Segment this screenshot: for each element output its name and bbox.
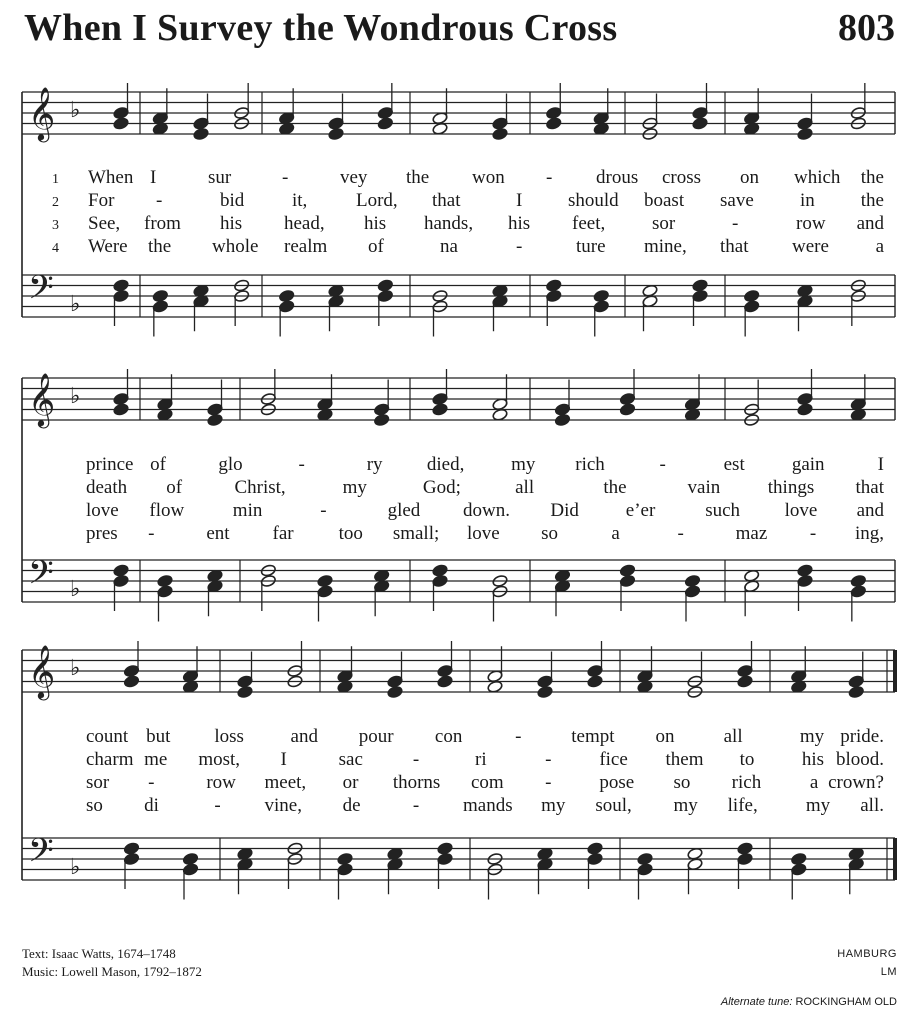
lyric-syllable: the bbox=[603, 477, 627, 498]
lyric-syllable: - bbox=[320, 500, 327, 521]
lyric-syllable: - bbox=[412, 749, 420, 770]
lyric-syllable: drous bbox=[596, 167, 639, 188]
notehead bbox=[317, 574, 333, 587]
lyric-syllable: Lord, bbox=[356, 190, 398, 211]
notehead bbox=[593, 300, 609, 313]
lyric-syllable: my bbox=[342, 477, 367, 498]
lyric-syllable: all bbox=[723, 726, 743, 747]
lyric-syllable: - bbox=[298, 454, 305, 475]
lyric-syllable: See, bbox=[88, 213, 121, 234]
lyric-syllable: cross bbox=[662, 167, 702, 188]
bass-clef-icon: 𝄢 bbox=[28, 269, 54, 315]
notehead bbox=[797, 127, 813, 140]
lyric-syllable: or bbox=[342, 772, 359, 793]
notehead bbox=[737, 842, 753, 855]
notehead bbox=[619, 574, 635, 587]
lyric-syllable: - bbox=[148, 772, 155, 793]
notehead bbox=[546, 279, 562, 292]
notehead bbox=[637, 863, 653, 876]
lyric-syllable: pour bbox=[358, 726, 394, 747]
music-credit: Music: Lowell Mason, 1792–1872 bbox=[22, 964, 202, 979]
lyric-syllable: charm bbox=[86, 749, 134, 770]
notehead bbox=[113, 289, 129, 302]
lyric-syllable: est bbox=[723, 454, 745, 475]
lyric-syllable: so bbox=[86, 795, 103, 816]
lyric-syllable: Did bbox=[550, 500, 579, 521]
notehead bbox=[744, 300, 760, 313]
notehead bbox=[737, 675, 753, 688]
lyric-syllable: on bbox=[740, 167, 759, 188]
lyric-syllable: I bbox=[280, 749, 287, 770]
notehead bbox=[193, 127, 209, 140]
notehead bbox=[492, 117, 508, 130]
lyric-syllable: prince bbox=[86, 454, 134, 475]
notehead bbox=[113, 564, 129, 577]
lyric-syllable: count bbox=[86, 726, 129, 747]
notehead bbox=[328, 117, 344, 130]
lyric-syllable: realm bbox=[284, 236, 328, 257]
lyric-syllable: mine, bbox=[644, 236, 687, 257]
lyric-syllable: that bbox=[720, 236, 749, 257]
notehead bbox=[207, 403, 223, 416]
notehead bbox=[113, 574, 129, 587]
notehead bbox=[113, 106, 129, 119]
lyric-syllable: thorns bbox=[392, 772, 441, 793]
notehead bbox=[619, 403, 635, 416]
lyric-syllable: love bbox=[86, 500, 119, 521]
lyric-syllable: vine, bbox=[264, 795, 302, 816]
lyric-syllable: death bbox=[86, 477, 128, 498]
tune-meter: LM bbox=[880, 966, 897, 978]
lyric-syllable: save bbox=[720, 190, 754, 211]
lyric-syllable: too bbox=[338, 523, 363, 544]
lyric-syllable: - bbox=[545, 772, 552, 793]
lyric-syllable: my bbox=[799, 726, 825, 747]
lyric-syllable: so bbox=[541, 523, 559, 544]
notehead bbox=[848, 685, 864, 698]
notehead bbox=[123, 675, 139, 688]
lyric-syllable: the bbox=[860, 167, 884, 188]
notehead bbox=[619, 392, 635, 405]
notehead bbox=[492, 127, 508, 140]
lyric-syllable: sor bbox=[86, 772, 110, 793]
lyric-syllable: ry bbox=[366, 454, 383, 475]
lyric-syllable: sor bbox=[652, 213, 676, 234]
lyric-syllable: his bbox=[801, 749, 825, 770]
lyric-syllable: na bbox=[440, 236, 458, 257]
lyric-syllable: soul, bbox=[595, 795, 632, 816]
notehead bbox=[377, 117, 393, 130]
notehead bbox=[279, 300, 295, 313]
notehead bbox=[387, 675, 403, 688]
treble-clef-icon: 𝄞 bbox=[28, 372, 56, 426]
alternate-tune bbox=[721, 996, 897, 1008]
lyric-syllable: most, bbox=[198, 749, 241, 770]
notehead bbox=[850, 585, 866, 598]
notehead bbox=[123, 852, 139, 865]
notehead bbox=[437, 852, 453, 865]
lyric-syllable: and bbox=[856, 213, 884, 234]
lyric-syllable: e’er bbox=[625, 500, 656, 521]
lyric-syllable: sur bbox=[208, 167, 232, 188]
lyric-syllable: far bbox=[272, 523, 294, 544]
lyric-syllable: min bbox=[232, 500, 263, 521]
lyric-syllable: fice bbox=[599, 749, 628, 770]
lyric-syllable: me bbox=[144, 749, 168, 770]
notehead bbox=[237, 685, 253, 698]
lyric-syllable: - bbox=[515, 726, 522, 747]
flat-icon: ♭ bbox=[70, 292, 81, 317]
notehead bbox=[317, 585, 333, 598]
lyric-syllable: meet, bbox=[264, 772, 307, 793]
lyric-syllable: ing, bbox=[854, 523, 884, 544]
notehead bbox=[587, 852, 603, 865]
lyric-syllable: my bbox=[541, 795, 566, 816]
notehead bbox=[692, 279, 708, 292]
lyric-syllable: maz bbox=[735, 523, 768, 544]
notehead bbox=[193, 117, 209, 130]
notehead bbox=[537, 685, 553, 698]
lyric-syllable: the bbox=[860, 190, 884, 211]
lyric-syllable: - bbox=[412, 795, 420, 816]
lyric-syllable: - bbox=[546, 167, 553, 188]
flat-icon: ♭ bbox=[70, 855, 81, 880]
lyric-syllable: row bbox=[206, 772, 236, 793]
lyric-syllable: ent bbox=[206, 523, 230, 544]
lyric-syllable: from bbox=[144, 213, 181, 234]
lyric-syllable: such bbox=[705, 500, 741, 521]
lyric-syllable: which bbox=[794, 167, 841, 188]
notehead bbox=[437, 842, 453, 855]
notehead bbox=[377, 279, 393, 292]
lyric-syllable: - bbox=[282, 167, 289, 188]
lyric-syllable: gain bbox=[791, 454, 825, 475]
lyric-syllable: pres bbox=[86, 523, 118, 544]
lyric-syllable: crown? bbox=[828, 772, 884, 793]
lyric-syllable: row bbox=[796, 213, 826, 234]
notehead bbox=[182, 852, 198, 865]
notehead bbox=[152, 289, 168, 302]
lyric-syllable: love bbox=[467, 523, 500, 544]
flat-icon: ♭ bbox=[70, 577, 81, 602]
lyric-syllable: them bbox=[665, 749, 704, 770]
lyric-syllable: - bbox=[545, 749, 552, 770]
lyric-syllable: bid bbox=[220, 190, 245, 211]
lyric-syllable: all bbox=[515, 477, 535, 498]
lyric-syllable: were bbox=[792, 236, 829, 257]
notehead bbox=[279, 289, 295, 302]
lyric-syllable: loss bbox=[214, 726, 244, 747]
hymn-number: 803 bbox=[838, 7, 895, 49]
notehead bbox=[537, 675, 553, 688]
notehead bbox=[113, 279, 129, 292]
lyric-syllable: so bbox=[673, 772, 691, 793]
lyric-syllable: should bbox=[568, 190, 619, 211]
notehead bbox=[113, 403, 129, 416]
lyric-syllable: my bbox=[673, 795, 698, 816]
lyric-syllable: glo bbox=[218, 454, 243, 475]
lyric-syllable: I bbox=[516, 190, 523, 211]
notehead bbox=[437, 675, 453, 688]
flat-icon: ♭ bbox=[70, 656, 81, 681]
notehead bbox=[791, 863, 807, 876]
notehead bbox=[587, 664, 603, 677]
notehead bbox=[692, 117, 708, 130]
lyric-syllable: and bbox=[856, 500, 884, 521]
lyric-syllable: whole bbox=[212, 236, 259, 257]
lyric-syllable: God; bbox=[422, 477, 461, 498]
lyric-syllable: I bbox=[877, 454, 884, 475]
notehead bbox=[328, 127, 344, 140]
verse-number: 3 bbox=[52, 218, 59, 233]
lyric-syllable: life, bbox=[727, 795, 758, 816]
lyric-syllable: boast bbox=[644, 190, 685, 211]
notehead bbox=[432, 574, 448, 587]
notehead bbox=[587, 675, 603, 688]
lyric-syllable: love bbox=[784, 500, 818, 521]
lyric-syllable: small; bbox=[392, 523, 440, 544]
notehead bbox=[684, 574, 700, 587]
lyric-syllable: com bbox=[471, 772, 504, 793]
notehead bbox=[546, 106, 562, 119]
lyric-syllable: When bbox=[88, 167, 134, 188]
treble-clef-icon: 𝄞 bbox=[28, 644, 56, 698]
notehead bbox=[237, 675, 253, 688]
lyric-syllable: that bbox=[855, 477, 884, 498]
verse-number: 4 bbox=[52, 241, 59, 256]
notehead bbox=[387, 685, 403, 698]
lyric-syllable: all. bbox=[860, 795, 884, 816]
lyric-syllable: on bbox=[655, 726, 675, 747]
verse-number: 2 bbox=[52, 195, 59, 210]
lyric-syllable: my bbox=[511, 454, 536, 475]
notehead bbox=[848, 675, 864, 688]
lyric-syllable: to bbox=[739, 749, 755, 770]
lyric-syllable: of bbox=[150, 454, 166, 475]
lyric-syllable: tempt bbox=[571, 726, 615, 747]
lyric-syllable: gled bbox=[387, 500, 421, 521]
notehead bbox=[337, 852, 353, 865]
lyric-syllable: - bbox=[809, 523, 817, 544]
lyric-syllable: blood. bbox=[835, 749, 884, 770]
lyric-syllable: the bbox=[406, 167, 430, 188]
notehead bbox=[692, 289, 708, 302]
notehead bbox=[182, 863, 198, 876]
notehead bbox=[374, 413, 390, 426]
notehead bbox=[337, 863, 353, 876]
lyric-syllable: flow bbox=[149, 500, 185, 521]
notehead bbox=[437, 664, 453, 677]
lyric-syllable: of bbox=[368, 236, 384, 257]
notehead bbox=[744, 289, 760, 302]
hymn-title: When I Survey the Wondrous Cross bbox=[24, 7, 618, 49]
lyric-syllable: his bbox=[508, 213, 531, 234]
notehead bbox=[377, 289, 393, 302]
flat-icon: ♭ bbox=[70, 384, 81, 409]
notehead bbox=[432, 403, 448, 416]
notehead bbox=[113, 117, 129, 130]
lyric-syllable: died, bbox=[426, 454, 465, 475]
lyric-syllable: of bbox=[166, 477, 183, 498]
notehead bbox=[797, 564, 813, 577]
text-credit: Text: Isaac Watts, 1674–1748 bbox=[22, 946, 176, 961]
notehead bbox=[637, 852, 653, 865]
alternate-tune-value: ROCKINGHAM OLD bbox=[795, 996, 897, 1008]
tune-name: HAMBURG bbox=[837, 948, 897, 960]
lyric-syllable: the bbox=[148, 236, 172, 257]
lyric-syllable: his bbox=[220, 213, 243, 234]
notehead bbox=[157, 585, 173, 598]
lyric-syllable: hands, bbox=[424, 213, 474, 234]
notehead bbox=[797, 403, 813, 416]
notehead bbox=[797, 117, 813, 130]
lyric-syllable: mands bbox=[463, 795, 513, 816]
notehead bbox=[123, 664, 139, 677]
notehead bbox=[587, 842, 603, 855]
notehead bbox=[797, 574, 813, 587]
notehead bbox=[432, 564, 448, 577]
lyric-syllable: de bbox=[342, 795, 361, 816]
lyric-syllable: my bbox=[805, 795, 831, 816]
lyric-syllable: that bbox=[432, 190, 461, 211]
lyric-syllable: a bbox=[611, 523, 620, 544]
lyric-syllable: sac bbox=[338, 749, 363, 770]
lyric-syllable: things bbox=[767, 477, 815, 498]
notehead bbox=[692, 106, 708, 119]
lyric-syllable: pose bbox=[599, 772, 635, 793]
lyric-syllable: - bbox=[732, 213, 739, 234]
notehead bbox=[684, 585, 700, 598]
lyric-syllable: down. bbox=[463, 500, 510, 521]
alternate-tune-label: Alternate tune: bbox=[720, 996, 793, 1008]
notehead bbox=[546, 289, 562, 302]
notehead bbox=[554, 403, 570, 416]
tune-info bbox=[837, 945, 897, 981]
lyric-syllable: vey bbox=[340, 167, 368, 188]
lyric-syllable: and bbox=[290, 726, 318, 747]
verse-number: 1 bbox=[52, 172, 59, 187]
notehead bbox=[737, 664, 753, 677]
lyric-syllable: but bbox=[146, 726, 171, 747]
lyric-syllable: - bbox=[659, 454, 666, 475]
treble-clef-icon: 𝄞 bbox=[28, 86, 56, 140]
notehead bbox=[546, 117, 562, 130]
notehead bbox=[377, 106, 393, 119]
notehead bbox=[619, 564, 635, 577]
lyric-syllable: a bbox=[875, 236, 884, 257]
lyric-syllable: rich bbox=[575, 454, 605, 475]
flat-icon: ♭ bbox=[70, 98, 81, 123]
lyric-syllable: feet, bbox=[572, 213, 606, 234]
lyric-syllable: his bbox=[364, 213, 387, 234]
lyric-syllable: vain bbox=[687, 477, 721, 498]
lyric-syllable: I bbox=[150, 167, 157, 188]
notehead bbox=[123, 842, 139, 855]
lyric-syllable: won bbox=[472, 167, 505, 188]
lyric-syllable: rich bbox=[731, 772, 762, 793]
bass-clef-icon: 𝄢 bbox=[28, 832, 54, 878]
lyric-syllable: For bbox=[88, 190, 115, 211]
notehead bbox=[797, 392, 813, 405]
notehead bbox=[554, 413, 570, 426]
notehead bbox=[432, 392, 448, 405]
notehead bbox=[157, 574, 173, 587]
lyric-syllable: head, bbox=[284, 213, 325, 234]
notehead bbox=[737, 852, 753, 865]
lyric-syllable: - bbox=[516, 236, 523, 257]
lyric-syllable: pride. bbox=[840, 726, 884, 747]
notehead bbox=[791, 852, 807, 865]
lyric-syllable: - bbox=[156, 190, 163, 211]
notehead bbox=[593, 289, 609, 302]
lyric-syllable: Christ, bbox=[234, 477, 286, 498]
lyric-syllable: a bbox=[809, 772, 819, 793]
lyric-syllable: in bbox=[800, 190, 815, 211]
notehead bbox=[374, 403, 390, 416]
lyric-syllable: con bbox=[434, 726, 463, 747]
lyric-syllable: ture bbox=[576, 236, 606, 257]
lyric-syllable: di bbox=[144, 795, 159, 816]
notehead bbox=[207, 413, 223, 426]
lyric-syllable: - bbox=[677, 523, 684, 544]
lyric-syllable: it, bbox=[292, 190, 308, 211]
notehead bbox=[113, 392, 129, 405]
bass-clef-icon: 𝄢 bbox=[28, 554, 54, 600]
credits bbox=[22, 945, 202, 981]
notehead bbox=[152, 300, 168, 313]
lyric-syllable: - bbox=[214, 795, 221, 816]
lyric-syllable: - bbox=[148, 523, 155, 544]
notehead bbox=[850, 574, 866, 587]
lyric-syllable: Were bbox=[88, 236, 128, 257]
lyric-syllable: ri bbox=[475, 749, 487, 770]
